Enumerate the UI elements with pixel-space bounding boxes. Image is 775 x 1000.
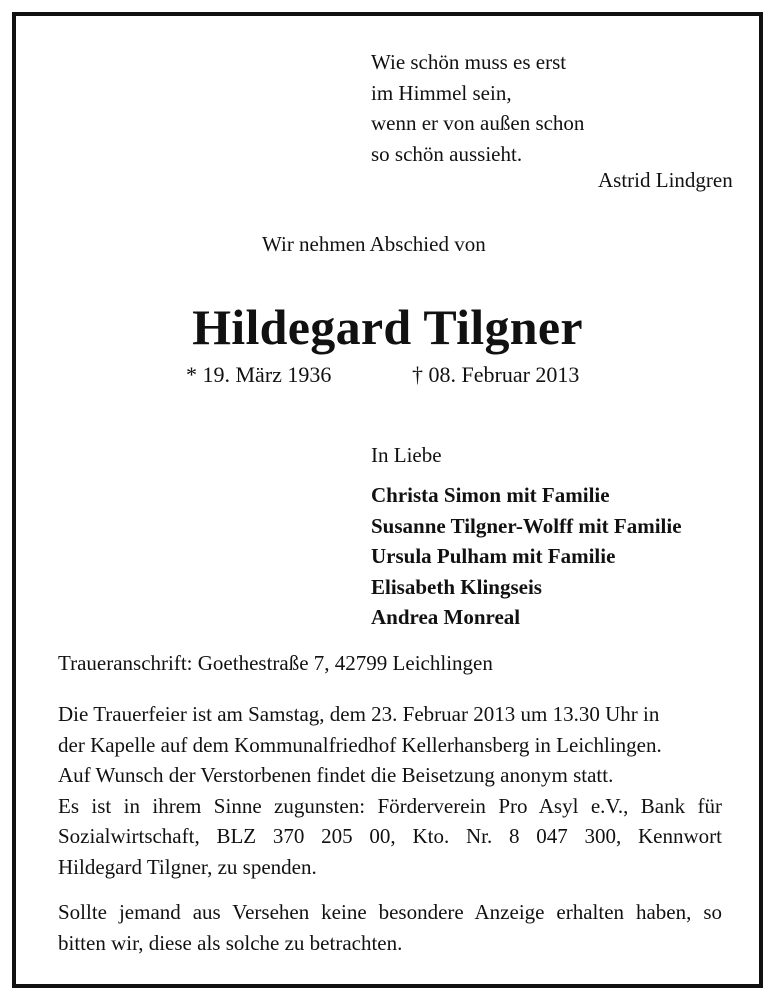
quote-line: so schön aussieht. bbox=[371, 141, 523, 166]
mourners-list bbox=[371, 480, 682, 633]
notice-line: bitten wir, diese als solche zu betrachten. bbox=[58, 930, 403, 955]
mourning-address: Traueranschrift: Goethestraße 7, 42799 Leichlingen bbox=[58, 651, 493, 675]
donation-line: Es ist in ihrem Sinne zugunsten: Förderverein Pro Asyl e.V., Bank für bbox=[58, 793, 722, 818]
mourner-name: Susanne Tilgner-Wolff mit Familie bbox=[371, 513, 682, 538]
ceremony-line: Auf Wunsch der Verstorbenen findet die Beisetzung anonym statt. bbox=[58, 763, 614, 787]
mourners-heading: In Liebe bbox=[371, 443, 442, 467]
notice-line: Sollte jemand aus Versehen keine besondere Anzeige erhalten haben, so bbox=[58, 900, 722, 924]
quote-author: Astrid Lindgren bbox=[598, 168, 733, 192]
quote-line: wenn er von außen schon bbox=[371, 111, 585, 135]
ceremony-line: der Kapelle auf dem Kommunalfriedhof Kellerhansberg in Leichlingen. bbox=[58, 732, 662, 757]
donation-line: Hildegard Tilgner, zu spenden. bbox=[58, 854, 317, 879]
ceremony-paragraph bbox=[58, 699, 722, 882]
ceremony-line: Die Trauerfeier ist am Samstag, dem 23. Februar 2013 um 13.30 Uhr in bbox=[58, 702, 660, 726]
intro-text: Wir nehmen Abschied von bbox=[262, 232, 486, 256]
deceased-name: Hildegard Tilgner bbox=[192, 299, 583, 355]
birth-date: * 19. März 1936 bbox=[186, 362, 332, 387]
mourner-name: Christa Simon mit Familie bbox=[371, 483, 610, 507]
quote bbox=[371, 47, 584, 169]
quote-line: im Himmel sein, bbox=[371, 80, 512, 105]
mourner-name: Andrea Monreal bbox=[371, 605, 521, 629]
mourner-name: Ursula Pulham mit Familie bbox=[371, 544, 616, 568]
donation-line: Sozialwirtschaft, BLZ 370 205 00, Kto. Nr. 8 047 300, Kennwort bbox=[58, 824, 722, 848]
mourner-name: Elisabeth Klingseis bbox=[371, 574, 542, 599]
death-date: † 08. Februar 2013 bbox=[412, 362, 580, 387]
quote-line: Wie schön muss es erst bbox=[371, 50, 567, 74]
notice-paragraph bbox=[58, 897, 722, 958]
